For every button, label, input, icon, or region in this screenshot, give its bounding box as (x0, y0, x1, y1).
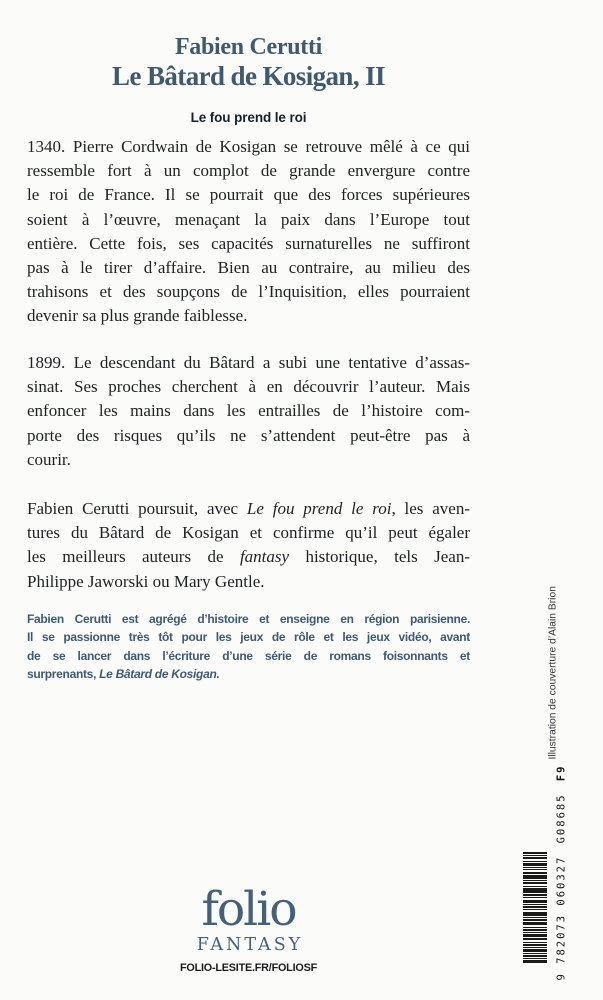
book-subtitle: Le fou prend le roi (190, 110, 307, 125)
synopsis-paragraph-3: Fabien Cerutti poursuit, avec Le fou prend le roi, les aven- tures du Bâtard de Kosigan et confirme qu’il peut égaler les meilleurs auteurs de fantasy historique, tels Jean- Philippe Jaworski ou Mary Gentle. (27, 499, 470, 591)
publisher-website: FOLIO-LESITE.FR/FOLIOSF (180, 962, 317, 974)
author-name: Fabien Cerutti (174, 34, 323, 60)
barcode-image (523, 852, 547, 963)
series-title: Le Bâtard de Kosigan, II (112, 61, 385, 91)
barcode-number (556, 765, 569, 981)
folio-logo: folio (201, 882, 296, 937)
barcode-ean: 9 782073 060327 (555, 855, 568, 981)
illustration-credit: Illustration de couverture d’Alain Brion (547, 586, 559, 760)
synopsis-paragraph-2: 1899. Le descendant du Bâtard a subi une tentative d’assas- sinat. Ses proches cherchent à en découvrir l’auteur. Mais enfoncer les mains dans les entrailles de l’histoire com- porte des risques qu’ils ne s’attendent peut-être pas à courir. (27, 353, 470, 469)
barcode-format-code: F9 (555, 764, 568, 782)
barcode-internal-code: G08685 (555, 793, 568, 844)
folio-fantasy-label: FANTASY (196, 935, 304, 955)
synopsis-paragraph-1: 1340. Pierre Cordwain de Kosigan se retrouve mêlé à ce qui ressemble fort à un complot de grande envergure contre le roi de France. Il se pourrait que des forces supérieures soient à l’œuvre, menaçant la paix dans l’Europe tout entière. Cette fois, ses capacités surnaturelles ne suffiront pas à le tirer d’affaire. Bien au contraire, au milieu des trahisons et des soupçons de l’Inquisition, elles pourraient devenir sa plus grande faiblesse. (27, 137, 470, 326)
author-bio: Fabien Cerutti est agrégé d’histoire et enseigne en région parisienne. Il se passionne très tôt pour les jeux de rôle et les jeux vidéo, avant de se lancer dans l’écriture d’une série de romans foisonnants et surprenants, Le Bâtard de Kosigan. (27, 612, 470, 682)
